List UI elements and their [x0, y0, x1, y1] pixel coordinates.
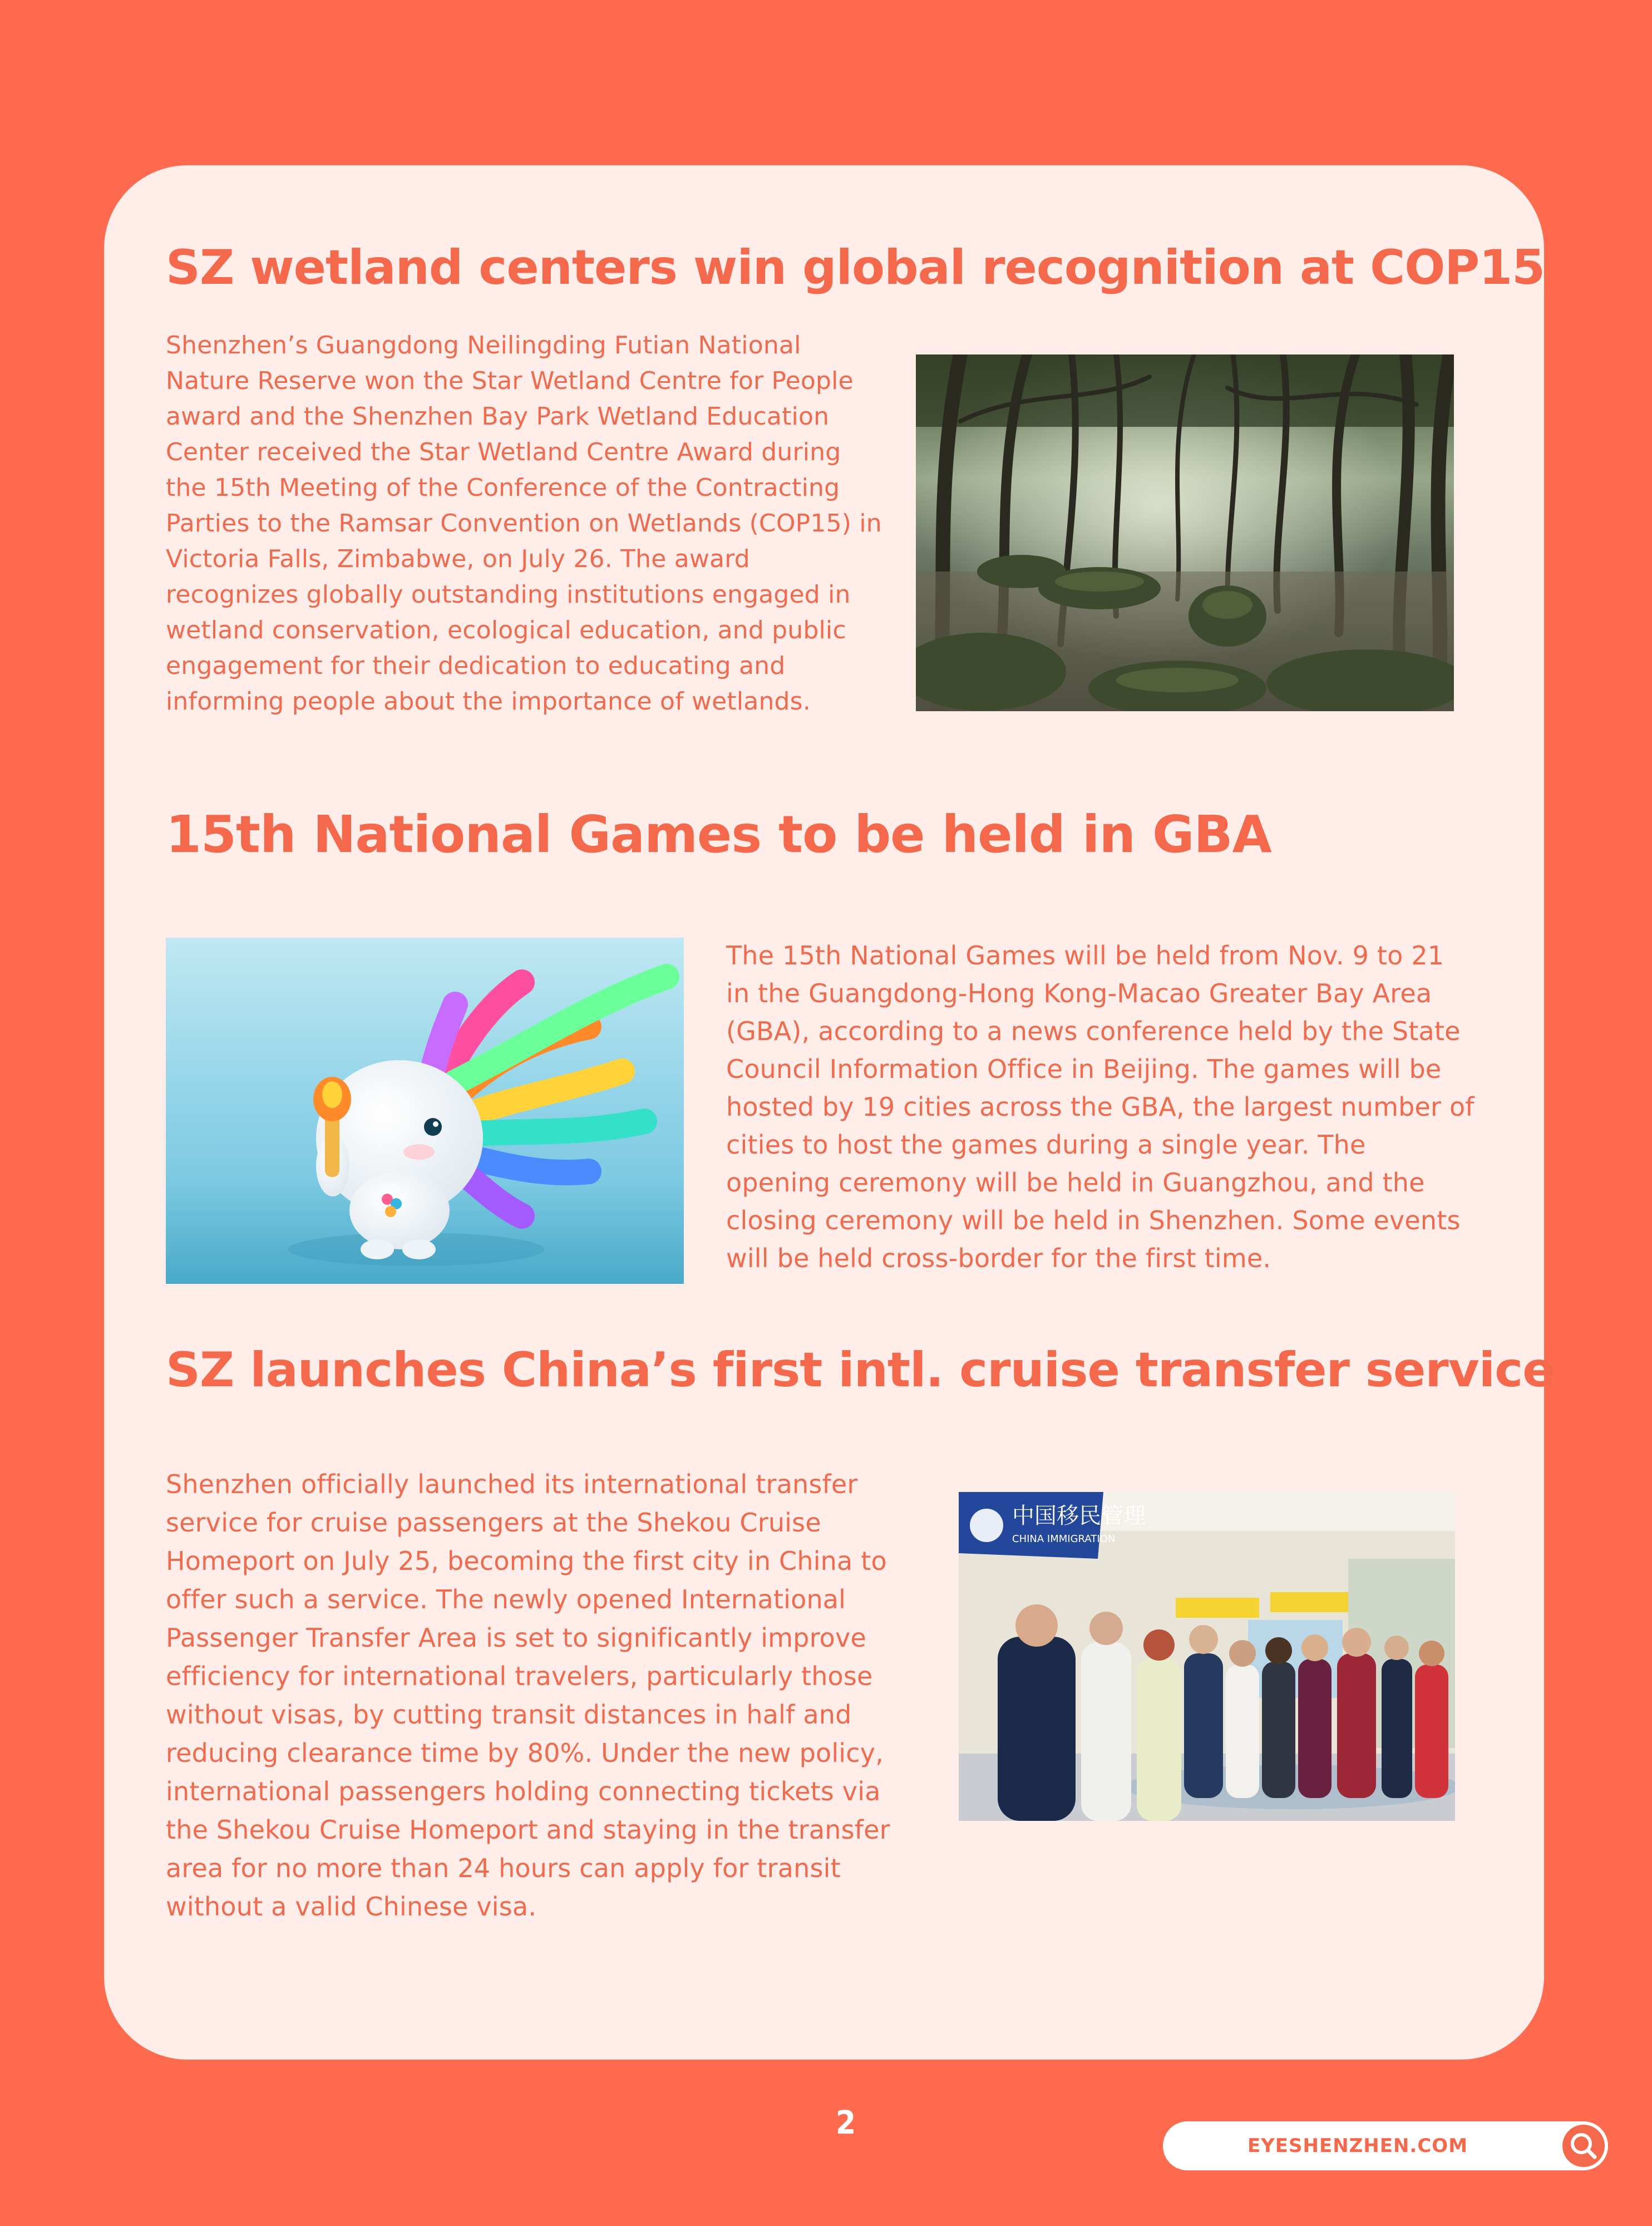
website-search-bar[interactable] [1163, 2121, 1608, 2170]
article-1-body: Shenzhen’s Guangdong Neilingding Futian National Nature Reserve won the Star Wetland Centre for People award and the Shenzhen Bay Park Wetland Education Center received the Star Wetland Centre Award during the 15th Meeting of the Conference of the Contracting Parties to the Ramsar Convention on Wetlands (COP15) in Victoria Falls, Zimbabwe, on July 26. The award recognizes globally outstanding institutions engaged in wetland conservation, ecological education, and public engagement for their dedication to educating and informing people about the importance of wetlands. [166, 331, 882, 716]
mascot-illustration [166, 938, 684, 1284]
immigration-sign-en: CHINA IMMIGRATION [1012, 1533, 1116, 1545]
immigration-sign-cn: 中国移民管理 [1012, 1503, 1146, 1529]
article-2-headline: 15th National Games to be held in GBA [166, 805, 1271, 864]
content-card [104, 165, 1555, 2060]
cruise-transfer-photo [959, 1492, 1455, 1821]
article-3-headline: SZ launches China’s first intl. cruise transfer service [166, 1342, 1555, 1398]
mangrove-wetland-photo [916, 354, 1454, 711]
article-1-headline: SZ wetland centers win global recognition at COP15 [166, 240, 1545, 296]
search-icon[interactable] [1562, 2125, 1605, 2167]
article-2-body: The 15th National Games will be held from Nov. 9 to 21 in the Guangdong-Hong Kong-Macao Greater Bay Area (GBA), according to a news conference held by the State Council Information Office in Beijing. The games will be hosted by 19 cities across the GBA, the largest number of cities to host the games during a single year. The opening ceremony will be held in Guangzhou, and the closing ceremony will be held in Shenzhen. Some events will be held cross-border for the first time. [726, 940, 1475, 1273]
page-number: 2 [835, 2104, 856, 2141]
article-3-body: Shenzhen officially launched its international transfer service for cruise passengers at the Shekou Cruise Homeport on July 25, becoming the first city in China to offer such a service. The newly opened International Passenger Transfer Area is set to significantly improve efficiency for international travelers, particularly those without visas, by cutting transit distances in half and reducing clearance time by 80%. Under the new policy, international passengers holding connecting tickets via the Shekou Cruise Homeport and staying in the transfer area for no more than 24 hours can apply for transit without a valid Chinese visa. [166, 1469, 890, 1922]
website-url[interactable]: EYESHENZHEN.COM [1247, 2135, 1468, 2157]
